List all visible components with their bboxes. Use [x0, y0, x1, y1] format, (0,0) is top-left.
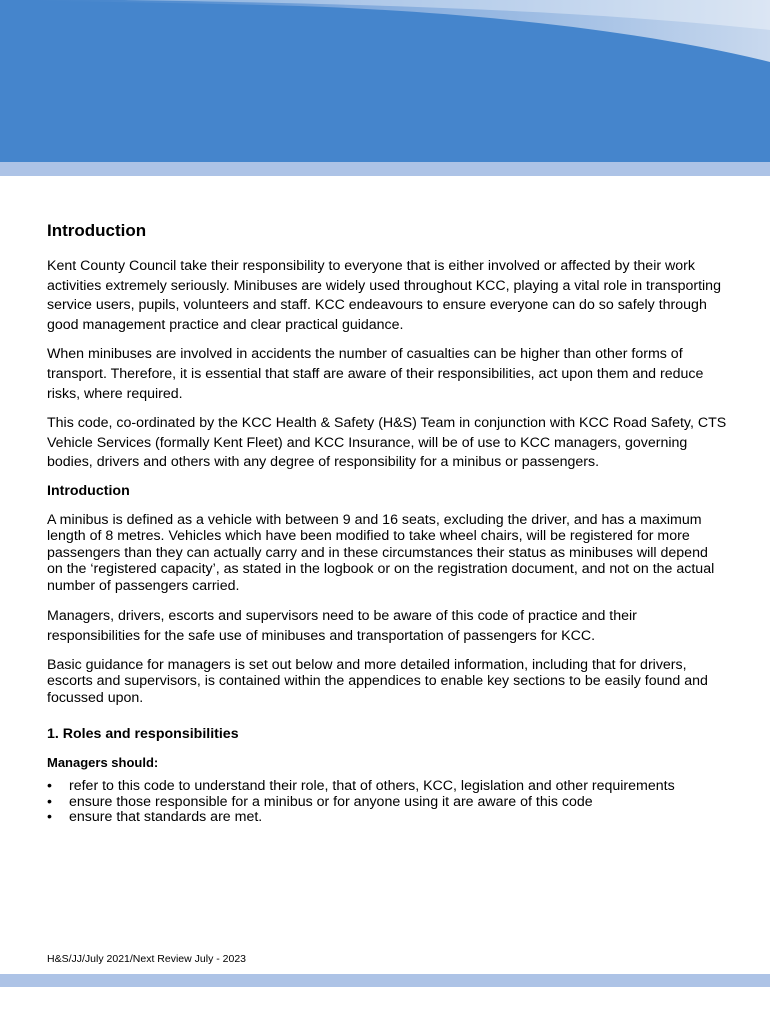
- intro-paragraph: When minibuses are involved in accidents the number of casualties can be higher than other forms of transport. Therefore, it is essential that staff are aware of their responsibilities, act upon them and reduce risks, where required.: [47, 346, 704, 402]
- bullet-icon: •: [47, 778, 52, 795]
- roles-heading: 1. Roles and responsibilities: [47, 726, 239, 743]
- intro-heading: Introduction: [47, 221, 147, 240]
- intro-paragraph: This code, co-ordinated by the KCC Health & Safety (H&S) Team in conjunction with KCC Road Safety, CTS Vehicle Services (formally Kent Fleet) and KCC Insurance, will be of use to KCC managers, governing bodies, drivers and others with any degree of responsibility for a minibus or passengers.: [47, 415, 727, 471]
- list-item: • ensure those responsible for a minibus or for anyone using it are aware of this code: [47, 793, 593, 810]
- definition-paragraph: Basic guidance for managers is set out below and more detailed information, including that for drivers, escorts and supervisors, is contained within the appendices to enable key sections to be easily found and focussed upon.: [47, 656, 708, 706]
- list-item: • ensure that standards are met.: [47, 809, 263, 826]
- definition-heading: Introduction: [47, 482, 130, 499]
- header-banner: [0, 0, 770, 162]
- list-item: • refer to this code to understand their role, that of others, KCC, legislation and other requirements: [47, 778, 675, 795]
- header-stripe: [0, 162, 770, 176]
- intro-paragraph: Kent County Council take their responsibility to everyone that is either involved or affected by their work activities extremely seriously. Minibuses are widely used throughout KCC, playing a vital role in transporting service users, pupils, volunteers and staff. KCC endeavours to ensure everyone can do so safely through good management practice and clear practical guidance.: [47, 258, 721, 333]
- document-body: [47, 221, 727, 826]
- bullet-icon: •: [47, 793, 52, 810]
- managers-list: [47, 779, 727, 826]
- managers-subheading: Managers should:: [47, 755, 159, 771]
- definition-paragraph: A minibus is defined as a vehicle with between 9 and 16 seats, excluding the driver, and has a maximum length of 8 metres. Vehicles which have been modified to take wheel chairs, will be registered for more passengers than they can actually carry and in these circumstances their status as minibuses will depend on the ‘registered capacity’, as stated in the logbook or on the registration document, and not on the actual number of passengers carried.: [47, 511, 715, 594]
- footer-stripe: [0, 974, 770, 987]
- bullet-icon: •: [47, 809, 52, 826]
- header-swoosh-graphic: [0, 0, 770, 162]
- footer-reference: H&S/JJ/July 2021/Next Review July - 2023: [47, 953, 247, 965]
- definition-paragraph: Managers, drivers, escorts and supervisors need to be aware of this code of practice and their responsibilities for the safe use of minibuses and transportation of passengers for KCC.: [47, 608, 637, 645]
